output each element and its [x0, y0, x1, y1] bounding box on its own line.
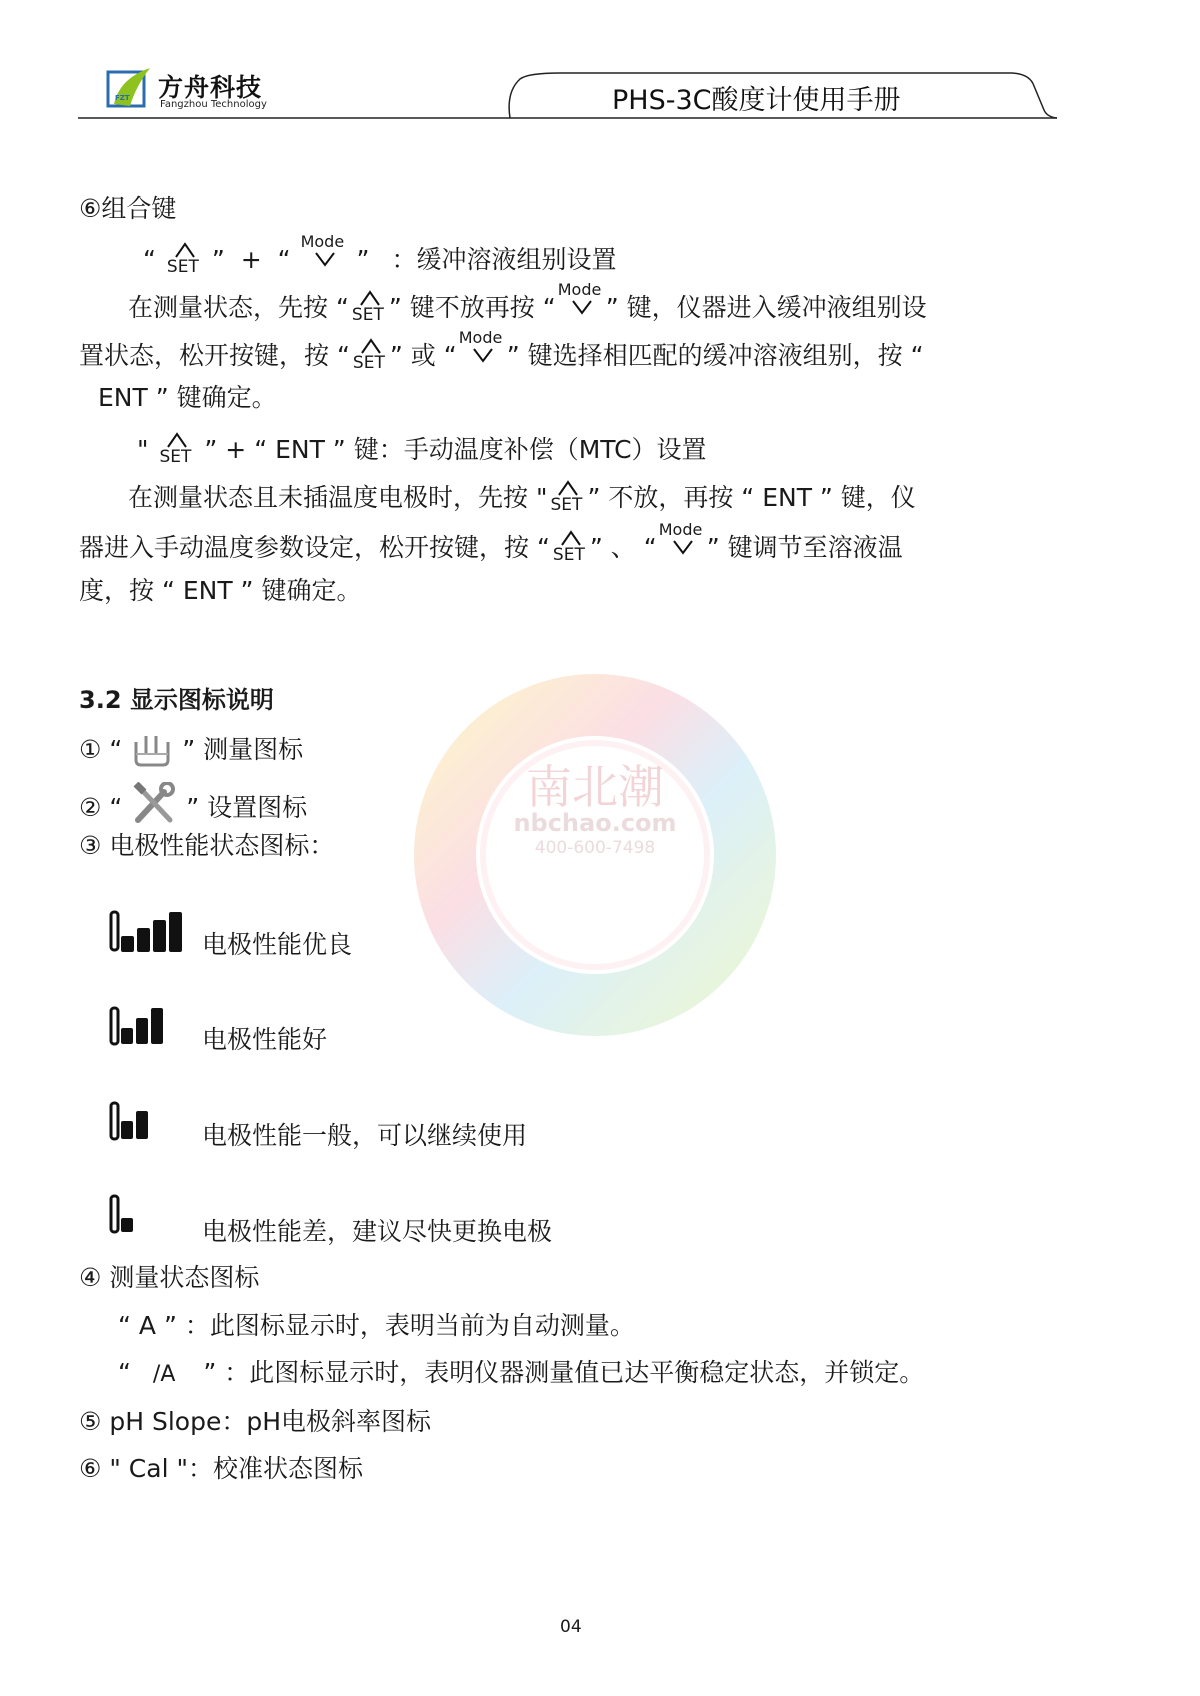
leaf-logo-icon — [106, 66, 152, 110]
watermark-ring — [385, 655, 805, 1075]
page-number: 04 — [560, 1617, 582, 1637]
watermark-phone: 400-600-7498 — [534, 838, 656, 858]
combo-para-1-line-2: 置状态，松开按键，按 “ SET ” 或 “ Mode ” 键选择相匹配的缓冲溶液组别，按 “ — [79, 328, 924, 373]
set-up-key-icon: SET — [547, 480, 587, 516]
set-up-key-icon: SET — [350, 338, 390, 374]
watermark-cn: 南北潮 — [526, 760, 664, 814]
set-up-key-icon: SET — [164, 242, 204, 278]
combo-1-description: ：缓冲溶液组别设置 — [391, 245, 617, 274]
electrode-level-2-icon — [109, 1099, 159, 1141]
mode-down-key-icon: Mode — [457, 336, 507, 372]
measure-status-heading: ④ 测量状态图标 — [79, 1263, 260, 1292]
electrode-level-2-label: 电极性能一般，可以继续使用 — [202, 1121, 528, 1150]
company-logo — [106, 64, 406, 114]
electrode-level-4-icon — [109, 908, 193, 954]
section-3-2-title: 3.2 显示图标说明 — [79, 686, 274, 714]
mode-down-key-icon: Mode — [299, 240, 349, 276]
combo-line-2: " SET ” + “ ENT ” 键：手动温度补偿（MTC）设置 — [137, 432, 707, 468]
mode-down-key-icon: Mode — [657, 528, 707, 564]
watermark-site: nbchao.com — [513, 809, 677, 837]
svg-text:FZT: FZT — [115, 94, 130, 102]
stable-a-icon: /A — [152, 1362, 176, 1387]
ph-slope-item: ⑤ pH Slope：pH电极斜率图标 — [79, 1407, 432, 1436]
set-up-key-icon: SET — [349, 290, 389, 326]
electrode-level-1-icon — [109, 1192, 145, 1234]
electrode-level-3-label: 电极性能好 — [202, 1025, 328, 1054]
icon-item-measure: ① “ ” 测量图标 — [79, 734, 303, 768]
set-up-key-icon: SET — [156, 432, 196, 468]
company-name-en: Fangzhou Technology — [160, 99, 267, 110]
combo-para-2-line-1: 在测量状态且未插温度电极时，先按 " SET ” 不放，再按 “ ENT ” 键，仪 — [128, 480, 916, 516]
wrench-screwdriver-icon — [130, 782, 178, 826]
combo-line-1: “ SET ” + “ Mode ” ：缓冲溶液组别设置 — [143, 232, 617, 277]
set-up-key-icon: SET — [550, 530, 590, 566]
electrode-level-4-label: 电极性能优良 — [202, 930, 353, 959]
beaker-measure-icon — [130, 734, 174, 768]
icon-item-settings: ② “ ” 设置图标 — [79, 782, 307, 826]
mode-down-key-icon: Mode — [556, 288, 606, 324]
electrode-level-3-icon — [109, 1004, 179, 1046]
combo-para-1-line-1: 在测量状态，先按 “ SET ” 键不放再按 “ Mode ” 键，仪器进入缓冲液组别设 — [128, 280, 927, 325]
cal-item: ⑥ " Cal "：校准状态图标 — [79, 1454, 363, 1483]
combo-heading: ⑥组合键 — [79, 194, 177, 223]
company-name-cn: 方舟科技 — [158, 73, 263, 102]
manual-title: PHS-3C酸度计使用手册 — [612, 85, 901, 116]
combo-para-1-line-3: ENT ” 键确定。 — [98, 383, 277, 412]
combo-para-2-line-3: 度，按 “ ENT ” 键确定。 — [79, 576, 362, 605]
combo-para-2-line-2: 器进入手动温度参数设定，松开按键，按 “ SET ” 、 “ Mode ” 键调节至溶液温 — [79, 520, 903, 565]
auto-measure-desc: “ A ” ：此图标显示时，表明当前为自动测量。 — [118, 1311, 635, 1340]
stable-lock-desc: “ /A ” ：此图标显示时，表明仪器测量值已达平衡稳定状态，并锁定。 — [118, 1358, 925, 1387]
electrode-level-1-label: 电极性能差，建议尽快更换电极 — [202, 1217, 553, 1246]
electrode-status-heading: ③ 电极性能状态图标： — [79, 831, 335, 860]
